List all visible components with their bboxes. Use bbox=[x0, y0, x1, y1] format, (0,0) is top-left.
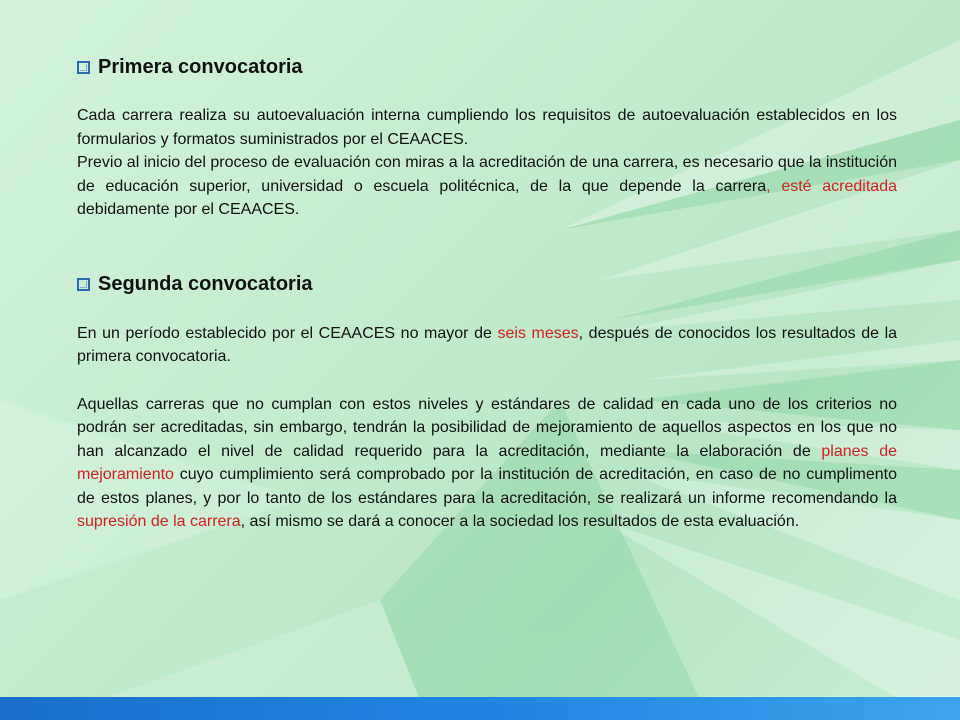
paragraph-text: , después de conocidos los resultados de la primera convocatoria. bbox=[77, 324, 898, 365]
footer-bar bbox=[0, 697, 960, 720]
highlight-text: supresión de la carrera bbox=[77, 513, 241, 530]
paragraph-text: cuyo cumplimiento será comprobado por la institución de acreditación, en caso de no cumplimento de estos planes, y por lo tanto de los estándares para la acreditación, se realizará un informe recomendando la bbox=[77, 466, 897, 507]
section-heading-segunda bbox=[77, 270, 897, 300]
highlight-text: planes de mejoramiento bbox=[77, 442, 897, 483]
paragraph-primera-1 bbox=[77, 104, 897, 151]
paragraph-text: Previo al inicio del proceso de evaluación con miras a la acreditación de una carrera, es necesario que la institución de educación superior, universidad o escuela politécnica, de la que depende la carrera bbox=[77, 154, 898, 195]
square-bullet-icon bbox=[77, 61, 90, 74]
heading-text: Segunda convocatoria bbox=[98, 273, 313, 295]
paragraph-text: Cada carrera realiza su autoevaluación interna cumpliendo los requisitos de autoevaluación establecidos en los formularios y formatos suministrados por el CEAACES. bbox=[77, 107, 897, 148]
paragraph-segunda-2 bbox=[77, 393, 897, 534]
paragraph-segunda-1 bbox=[77, 322, 897, 369]
paragraph-text: , así mismo se dará a conocer a la sociedad los resultados de esta evaluación. bbox=[240, 513, 800, 530]
highlight-text: , esté acreditada bbox=[766, 177, 898, 195]
square-bullet-icon bbox=[77, 278, 90, 291]
section-heading-primera bbox=[77, 52, 897, 82]
highlight-text: seis meses bbox=[497, 324, 579, 342]
paragraph-text: Aquellas carreras que no cumplan con estos niveles y estándares de calidad en cada uno de los criterios no podrán ser acreditadas, sin embargo, tendrán la posibilidad de mejoramiento de aquellos aspectos en los que no han alcanzado el nivel de calidad requerido para la acreditación, mediante la elaboración de bbox=[77, 395, 897, 460]
paragraph-primera-2 bbox=[77, 151, 897, 222]
paragraph-text: En un período establecido por el CEAACES no mayor de bbox=[77, 324, 498, 342]
paragraph-text: debidamente por el CEAACES. bbox=[77, 201, 300, 218]
slide-content bbox=[77, 52, 897, 534]
heading-text: Primera convocatoria bbox=[98, 55, 303, 78]
